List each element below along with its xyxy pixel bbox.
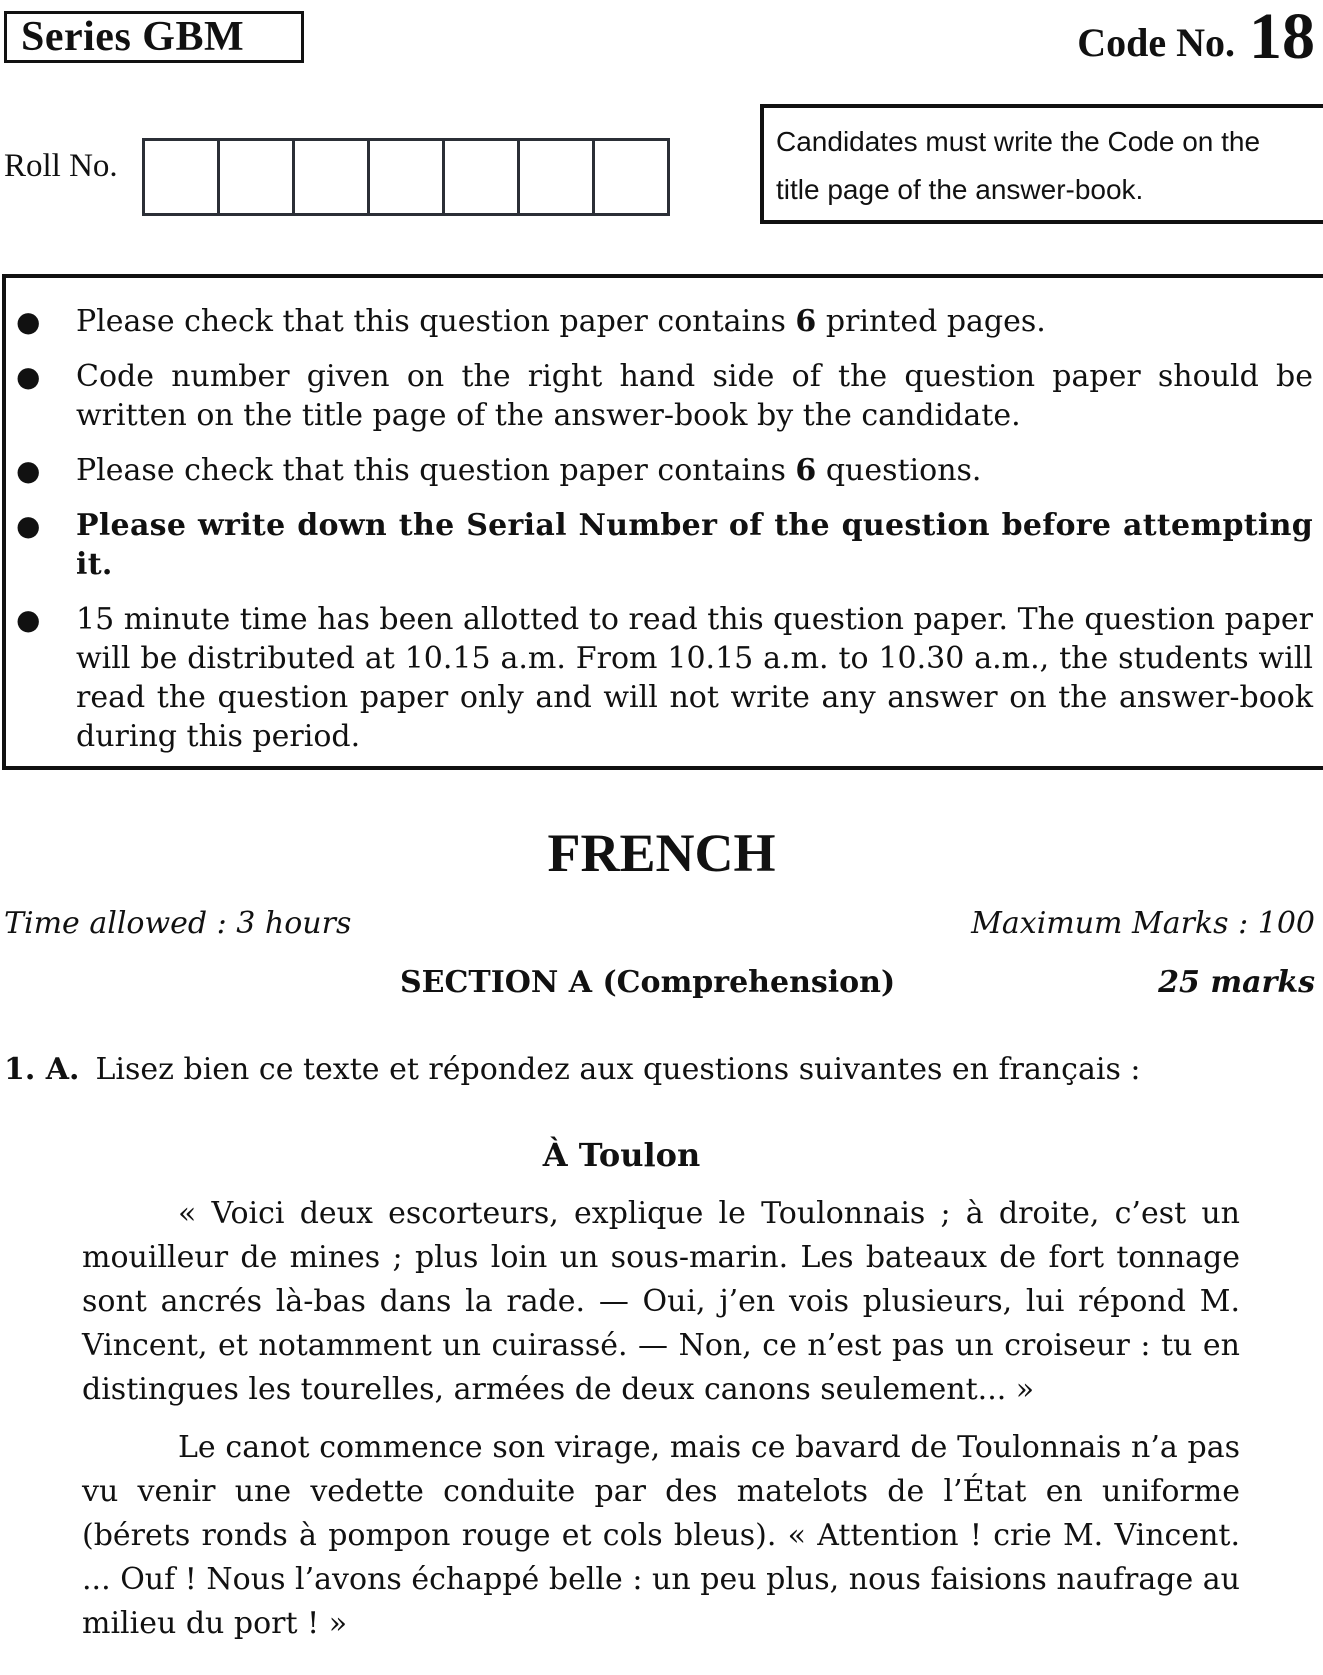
bullet-icon: ●: [16, 509, 41, 542]
roll-number-box[interactable]: [520, 141, 595, 213]
bullet-icon: ●: [16, 360, 41, 393]
instruction-item: ● Please check that this question paper contains 6 printed pages.: [16, 304, 1046, 339]
instructions-list: [6, 278, 1323, 756]
section-marks: 25 marks: [1158, 965, 1315, 1000]
candidate-note-box: [760, 104, 1323, 224]
roll-number-box[interactable]: [295, 141, 370, 213]
instruction-item: ● Please check that this question paper contains 6 questions.: [16, 453, 982, 488]
instructions-box: [2, 274, 1323, 770]
passage-title: À Toulon: [542, 1136, 701, 1174]
passage-paragraph: Le canot commence son virage, mais ce bavard de Toulonnais n’a pas vu venir une vedette conduite par des matelots de l’État en uniforme (bérets ronds à pompon rouge et cols bleus). « Attention ! crie M. Vincent. ... Ouf ! Nous l’avons échappé belle : un peu plus, nous faisions naufrage au milieu du port ! »: [82, 1430, 1240, 1641]
roll-number-box[interactable]: [220, 141, 295, 213]
series-label: Series GBM: [4, 11, 304, 63]
subject-title: FRENCH: [547, 823, 776, 883]
section-title: SECTION A (Comprehension): [400, 965, 896, 1000]
passage: [82, 1192, 1240, 1660]
roll-number-box[interactable]: [595, 141, 667, 213]
candidate-note-line: title page of the answer-book.: [776, 174, 1144, 205]
roll-number-box[interactable]: [145, 141, 220, 213]
roll-number-box[interactable]: [370, 141, 445, 213]
instruction-item: ● 15 minute time has been allotted to read this question paper. The question paper will be distributed at 10.15 a.m. From 10.15 a.m. to 10.30 a.m., the students will read the question paper only and will not write any answer on the answer-book during this period.: [16, 602, 1313, 754]
code-number: 18: [1249, 0, 1315, 73]
bullet-icon: ●: [16, 603, 41, 636]
passage-paragraph: « Voici deux escorteurs, explique le Toulonnais ; à droite, c’est un mouilleur de mines ; plus loin un sous-marin. Les bateaux de fort tonnage sont ancrés là-bas dans la rade. — Oui, j’en vois plusieurs, lui répond M. Vincent, et notamment un cuirassé. — Non, ce n’est pas un croiseur : tu en distingues les tourelles, armées de deux canons seulement... »: [82, 1196, 1240, 1407]
bullet-icon: ●: [16, 305, 41, 338]
roll-number-box[interactable]: [445, 141, 520, 213]
instruction-item: ● Code number given on the right hand side of the question paper should be written on the title page of the answer-book by the candidate.: [16, 359, 1313, 433]
question-text: Lisez bien ce texte et répondez aux questions suivantes en français :: [95, 1052, 1141, 1087]
maximum-marks: Maximum Marks : 100: [971, 906, 1315, 941]
bullet-icon: ●: [16, 454, 41, 487]
time-allowed: Time allowed : 3 hours: [4, 906, 352, 941]
roll-number-label: Roll No.: [4, 148, 118, 184]
roll-number-boxes: [142, 138, 670, 216]
question-number: 1. A.: [4, 1052, 80, 1087]
question-prompt: [4, 1052, 1141, 1087]
candidate-note-line: Candidates must write the Code on the: [776, 126, 1261, 157]
code-number-block: [1077, 0, 1315, 73]
code-label: Code No.: [1077, 20, 1235, 65]
instruction-item: ● Please write down the Serial Number of the question before attempting it.: [16, 508, 1313, 582]
